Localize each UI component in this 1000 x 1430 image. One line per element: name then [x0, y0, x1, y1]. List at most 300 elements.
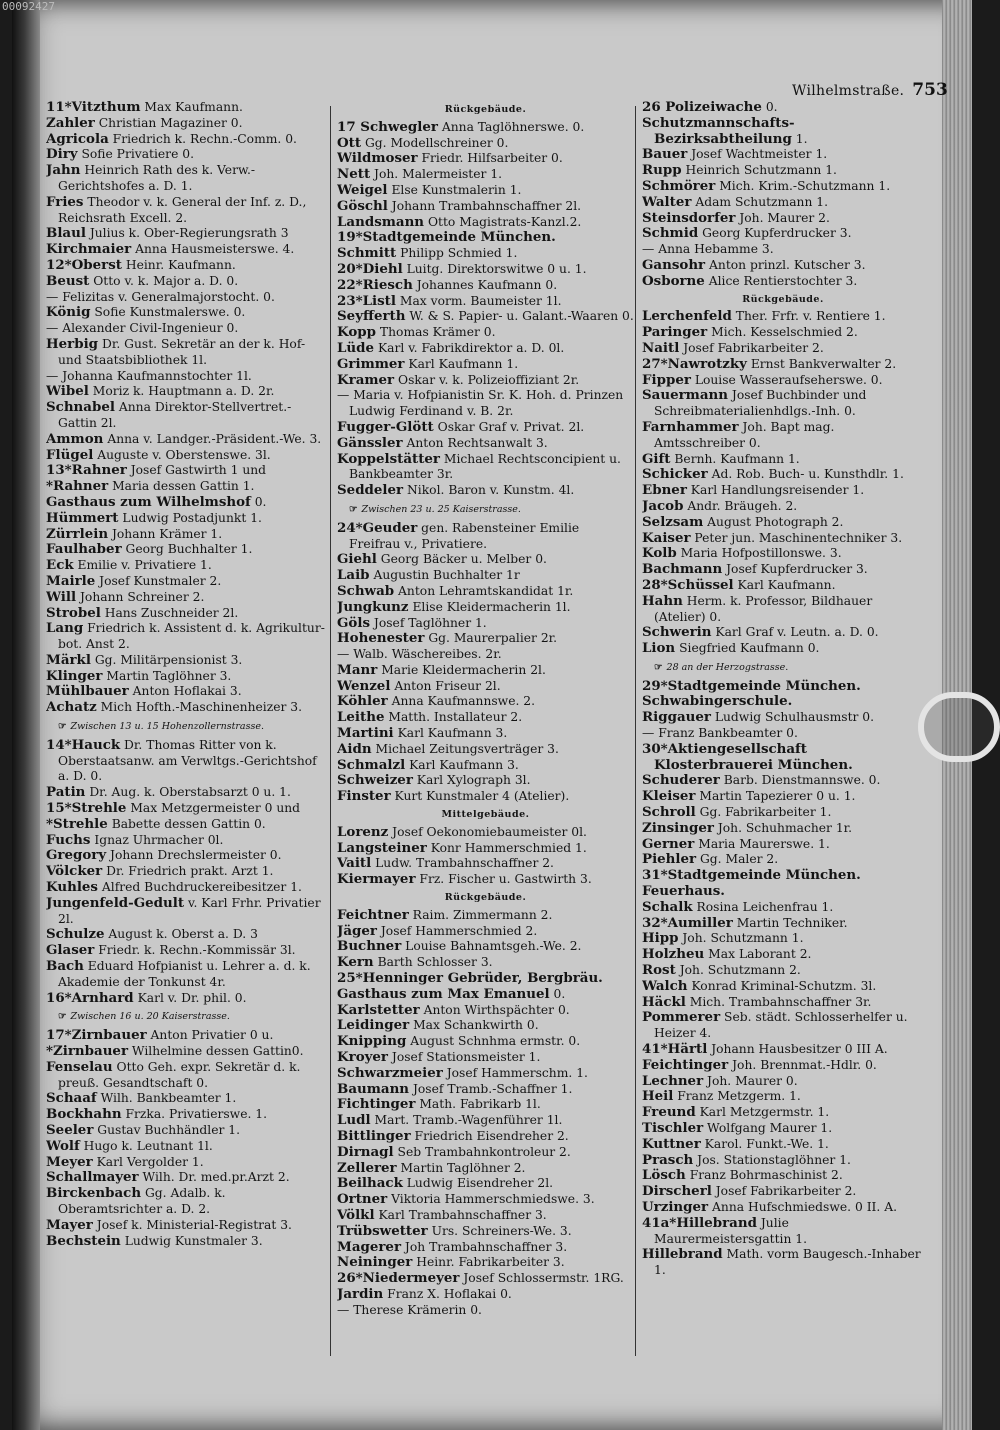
resident-details: August Photograph 2.: [703, 514, 844, 529]
pointing-hand-icon: ☞: [58, 721, 67, 733]
street-name: Wilhelmstraße.: [792, 83, 905, 99]
resident-details: Heinr. Kaufmann.: [121, 257, 236, 272]
directory-entry: [337, 230, 634, 246]
resident-name: Jahn: [46, 162, 81, 179]
directory-entry: [337, 341, 634, 357]
directory-entry: [642, 420, 924, 452]
resident-details: Gg. Fabrikarbeiter 1.: [695, 805, 832, 820]
resident-details: Johannes Kaufmann 0.: [412, 277, 558, 292]
directory-entry: [46, 669, 330, 685]
resident-name: Schmörer: [642, 177, 716, 194]
resident-details: Franz Metzgerm. 1.: [673, 1089, 801, 1104]
resident-name: Heil: [642, 1088, 674, 1105]
directory-entry: [337, 939, 634, 955]
directory-entry: [46, 848, 330, 864]
resident-name: Giehl: [337, 551, 377, 568]
resident-details: Else Kunstmalerin 1.: [387, 182, 522, 197]
resident-name: Leithe: [337, 709, 385, 726]
directory-entry: [337, 1018, 634, 1034]
directory-entry: [642, 195, 924, 211]
resident-details: Joh. Schuhmacher 1r.: [713, 820, 853, 835]
resident-name: Prasch: [642, 1151, 694, 1168]
directory-entry: [642, 341, 924, 357]
directory-entry: [642, 884, 924, 900]
resident-name: Dirscherl: [642, 1183, 712, 1200]
directory-entry: [337, 1113, 634, 1129]
resident-details: Johann Schreiner 2.: [76, 589, 205, 604]
resident-name: 22*Riesch: [337, 276, 413, 293]
resident-details: Maria dessen Gattin 1.: [108, 479, 255, 494]
directory-entry: [337, 758, 634, 774]
directory-entry: [46, 1139, 330, 1155]
resident-name: 27*Nawrotzky: [642, 355, 747, 372]
directory-entry: [337, 420, 634, 436]
resident-details: — Johanna Kaufmannstochter 1l.: [46, 368, 252, 383]
directory-entry: [337, 309, 634, 325]
resident-details: Luitg. Direktorswitwe 0 u. 1.: [402, 261, 587, 276]
directory-entry: [337, 1145, 634, 1161]
resident-details: Anton Rechtsanwalt 3.: [402, 435, 548, 450]
resident-name: Zellerer: [337, 1159, 397, 1176]
resident-name: Jäger: [337, 922, 377, 939]
resident-details: Josef Schlossermstr. 1RG.: [459, 1271, 624, 1286]
directory-entry: [642, 726, 924, 742]
directory-entry: [46, 1218, 330, 1234]
resident-name: 30*Aktiengesellschaft Klosterbrauerei München.: [642, 740, 853, 773]
resident-name: 12*Oberst: [46, 256, 122, 273]
directory-entry: [642, 325, 924, 341]
resident-details: Karol. Funkt.-We. 1.: [700, 1136, 829, 1151]
resident-name: Feichtner: [337, 906, 409, 923]
resident-name: Lösch: [642, 1167, 686, 1184]
column-1: [46, 100, 330, 1360]
resident-details: Anton Privatier 0 u.: [146, 1028, 274, 1043]
resident-name: *Zirnbauer: [46, 1043, 129, 1060]
directory-entry: [337, 710, 634, 726]
directory-entry: [337, 841, 634, 857]
resident-details: Franz Bohrmaschinist 2.: [685, 1168, 843, 1183]
resident-details: Viktoria Hammerschmiedswe. 3.: [387, 1192, 595, 1207]
resident-details: Anton Lehramtskandidat 1r.: [394, 583, 574, 598]
resident-name: Göschl: [337, 197, 388, 214]
resident-details: Joh. Schutzmann 2.: [675, 963, 801, 978]
resident-name: Schulze: [46, 926, 105, 943]
directory-entry: [337, 924, 634, 940]
resident-details: Max Schankwirth 0.: [409, 1018, 539, 1033]
directory-entry: [46, 511, 330, 527]
resident-details: Gg. Militärpensionist 3.: [90, 652, 243, 667]
resident-name: Bittlinger: [337, 1128, 411, 1144]
resident-name: Wenzel: [337, 677, 391, 694]
directory-entry: [337, 1082, 634, 1098]
resident-details: Karl Vergolder 1.: [92, 1154, 204, 1169]
resident-details: Frz. Fischer u. Gastwirth 3.: [415, 872, 592, 887]
directory-entry: [642, 1105, 924, 1121]
resident-details: Sofie Privatiere 0.: [77, 147, 194, 162]
resident-details: Ad. Rob. Buch- u. Kunsthdlr. 1.: [707, 467, 904, 482]
resident-name: Walter: [642, 193, 692, 210]
directory-entry: [46, 400, 330, 432]
resident-name: Schweizer: [337, 772, 413, 789]
directory-entry: [642, 515, 924, 531]
resident-name: 23*Listl: [337, 292, 396, 309]
resident-details: Johann Hausbesitzer 0 III A.: [707, 1042, 888, 1057]
directory-entry: [46, 1155, 330, 1171]
directory-entry: [46, 1170, 330, 1186]
resident-details: Josef Wachtmeister 1.: [687, 147, 828, 162]
resident-name: Knipping: [337, 1033, 407, 1050]
scan-id: 00092427: [2, 0, 55, 13]
resident-details: Julie Maurermeistersgattin 1.: [654, 1215, 808, 1246]
resident-details: Karl Xylograph 3l.: [412, 773, 531, 788]
resident-details: Julius k. Ober-Regierungsrath 3: [85, 226, 289, 241]
resident-name: Kopp: [337, 324, 377, 341]
directory-entry: [337, 1034, 634, 1050]
directory-entry: [46, 290, 330, 306]
resident-details: Mich. Krim.-Schutzmann 1.: [715, 178, 891, 193]
resident-details: Georg Kupferdrucker 3.: [698, 226, 852, 241]
directory-entry: [337, 1255, 634, 1271]
directory-entry: [642, 868, 924, 884]
resident-name: Manr: [337, 661, 378, 678]
directory-entry: [337, 215, 634, 231]
directory-entry: [46, 258, 330, 274]
resident-name: Hümmert: [46, 509, 119, 526]
resident-name: Herbig: [46, 335, 99, 352]
directory-entry: [337, 199, 634, 215]
resident-name: Osborne: [642, 272, 705, 289]
resident-details: Karl Handlungsreisender 1.: [686, 483, 865, 498]
resident-name: Fichtinger: [337, 1096, 416, 1113]
resident-details: Josef Stationsmeister 1.: [387, 1050, 541, 1065]
directory-entry: [642, 594, 924, 626]
directory-entry: [337, 151, 634, 167]
resident-details: Joh. Bapt mag. Amtsschreiber 0.: [654, 419, 835, 450]
directory-entry: [46, 621, 330, 653]
directory-entry: [46, 1028, 330, 1044]
resident-details: Friedr. Hilfsarbeiter 0.: [417, 151, 563, 166]
directory-entry: [337, 1129, 634, 1145]
resident-details: Rosina Leichenfrau 1.: [692, 899, 834, 914]
resident-details: Anton Hoflakai 3.: [128, 684, 242, 699]
resident-name: Lion: [642, 640, 676, 657]
directory-entry: [337, 452, 634, 484]
directory-entry: [642, 995, 924, 1011]
resident-name: 17*Zirnbauer: [46, 1027, 147, 1044]
directory-entry: [337, 600, 634, 616]
resident-details: Math. Fabrikarb 1l.: [415, 1097, 541, 1112]
directory-entry: [337, 388, 634, 420]
directory-entry: [337, 1240, 634, 1256]
resident-details: Ignaz Uhrmacher 0l.: [90, 832, 224, 847]
directory-entry: [642, 1200, 924, 1216]
column-rule: [330, 106, 331, 1356]
resident-name: Meyer: [46, 1153, 93, 1170]
directory-entry: [337, 584, 634, 600]
resident-name: Schmid: [642, 225, 699, 242]
pointing-hand-icon: ☞: [58, 1011, 67, 1023]
directory-entry: [46, 833, 330, 849]
resident-details: Moriz k. Hauptmann a. D. 2r.: [88, 384, 275, 399]
directory-entry: [46, 527, 330, 543]
resident-name: Kuttner: [642, 1135, 701, 1152]
directory-entry: [46, 1044, 330, 1060]
directory-entry: [337, 694, 634, 710]
resident-name: Sauermann: [642, 387, 728, 404]
directory-entry: [337, 872, 634, 888]
resident-details: Ludwig Postadjunkt 1.: [118, 510, 262, 525]
directory-entry: [337, 955, 634, 971]
column-rule: [635, 106, 636, 1356]
resident-details: Seb Trambahnkontroleur 2.: [393, 1144, 571, 1159]
resident-details: Dr. Friedrich prakt. Arzt 1.: [102, 864, 274, 879]
directory-entry: [46, 495, 330, 511]
resident-details: Mich. Trambahnschaffner 3r.: [685, 994, 872, 1009]
directory-entry: [337, 1003, 634, 1019]
resident-details: Maria Hofpostillonswe. 3.: [676, 546, 842, 561]
resident-name: Selzsam: [642, 513, 704, 530]
resident-details: Theodor v. k. General der Inf. z. D., Reichsrath Excell. 2.: [58, 194, 307, 225]
resident-name: Schaaf: [46, 1090, 97, 1107]
resident-details: Eduard Hofpianist u. Lehrer a. d. k. Akademie der Tonkunst 4r.: [58, 959, 311, 989]
directory-entry: [46, 896, 330, 928]
resident-name: 25*Henninger Gebrüder, Bergbräu.: [337, 970, 603, 987]
directory-entry: [46, 1234, 330, 1250]
resident-details: — Walb. Wäschereibes. 2r.: [337, 647, 502, 662]
resident-name: Laib: [337, 567, 370, 584]
resident-name: 41a*Hillebrand: [642, 1214, 757, 1231]
resident-name: Farnhammer: [642, 418, 739, 435]
directory-entry: [337, 136, 634, 152]
resident-details: Seb. städt. Schlosserhelfer u. Heizer 4.: [654, 1010, 908, 1041]
column-3: [642, 100, 924, 1360]
resident-name: Fugger-Glött: [337, 418, 434, 435]
directory-entry: [642, 821, 924, 837]
resident-name: Fenselau: [46, 1058, 113, 1075]
resident-details: Ther. Frfr. v. Rentiere 1.: [731, 309, 886, 324]
directory-entry: [337, 1303, 634, 1319]
resident-name: 26 Polizeiwache: [642, 100, 762, 115]
resident-details: Gustav Buchhändler 1.: [93, 1123, 241, 1137]
resident-details: Sofie Kunstmalerswe. 0.: [90, 305, 246, 320]
directory-entry: [642, 483, 924, 499]
resident-name: Tischler: [642, 1120, 704, 1136]
resident-details: Peter jun. Maschinentechniker 3.: [690, 530, 903, 545]
directory-entry: [46, 653, 330, 669]
directory-entry: [46, 116, 330, 132]
resident-name: Kaiser: [642, 529, 691, 546]
resident-name: Blaul: [46, 225, 86, 242]
resident-name: Wildmoser: [337, 150, 418, 167]
resident-details: Dr. Gust. Sekretär an der k. Hof- und Staatsbibliothek 1l.: [58, 336, 306, 367]
resident-details: Christian Magaziner 0.: [94, 115, 243, 130]
note-text: Zwischen 23 u. 25 Kaiserstrasse.: [361, 503, 521, 515]
resident-name: Schalk: [642, 898, 693, 915]
resident-details: Franz X. Hoflakai 0.: [383, 1286, 512, 1301]
resident-details: Thomas Krämer 0.: [376, 325, 496, 340]
resident-name: Freund: [642, 1104, 696, 1121]
directory-entry: [642, 1089, 924, 1105]
resident-details: Emilie v. Privatiere 1.: [73, 558, 212, 573]
directory-entry: [642, 742, 924, 774]
directory-entry: [642, 546, 924, 562]
resident-details: Babette dessen Gattin 0.: [107, 816, 266, 831]
resident-details: Georg Bäcker u. Melber 0.: [376, 552, 547, 567]
resident-details: Ludwig Schulhausmstr 0.: [710, 710, 875, 725]
resident-details: Heinrich Rath des k. Verw.-Gerichtshofes a. D. 1.: [58, 163, 256, 193]
resident-details: Konr Hammerschmied 1.: [426, 840, 587, 855]
resident-details: Urs. Schreiners-We. 3.: [427, 1223, 572, 1238]
resident-details: Dr. Aug. k. Oberstabsarzt 0 u. 1.: [85, 785, 291, 800]
resident-name: Lang: [46, 620, 84, 637]
resident-name: Ebner: [642, 482, 687, 499]
resident-details: Oskar v. k. Polizeioffiziant 2r.: [394, 372, 580, 387]
resident-details: Raim. Zimmermann 2.: [408, 907, 553, 922]
resident-name: Seeler: [46, 1122, 94, 1138]
directory-entry: [46, 337, 330, 369]
directory-entry: [46, 321, 330, 337]
directory-entry: [642, 147, 924, 163]
section-heading: Rückgebäude.: [444, 892, 527, 904]
directory-entry: [642, 578, 924, 594]
resident-details: Ludwig Eisendreher 2l.: [402, 1176, 554, 1191]
resident-name: Urzinger: [642, 1198, 709, 1215]
resident-name: Lerchenfeld: [642, 308, 732, 325]
directory-entry: [337, 1224, 634, 1240]
directory-entry: [337, 1066, 634, 1082]
resident-name: Zinsinger: [642, 819, 714, 836]
directory-entry: [337, 483, 634, 499]
directory-entry: [642, 1153, 924, 1169]
directory-entry: [46, 542, 330, 558]
directory-entry: [642, 242, 924, 258]
resident-details: Karl Kaufmann.: [733, 577, 836, 592]
resident-name: Glaser: [46, 942, 95, 959]
resident-name: 41*Härtl: [642, 1041, 708, 1058]
cross-street-note: [58, 1009, 330, 1025]
resident-details: Joh. Maurer 2.: [735, 210, 830, 225]
resident-details: Frzka. Privatierswe. 1.: [121, 1107, 268, 1122]
directory-entry: [642, 211, 924, 227]
resident-name: Schwab: [337, 582, 395, 599]
resident-name: Vaitl: [337, 855, 372, 872]
directory-entry: [46, 463, 330, 479]
resident-name: Schicker: [642, 466, 708, 483]
resident-details: Gg. Maler 2.: [696, 852, 779, 867]
resident-details: Nikol. Baron v. Kunstm. 4l.: [403, 483, 575, 498]
resident-details: 0.: [549, 986, 566, 1001]
resident-details: Martin Taglöhner 2.: [396, 1160, 526, 1175]
resident-name: Wibel: [46, 383, 89, 400]
resident-name: *Rahner: [46, 478, 109, 495]
resident-name: Ammon: [46, 430, 104, 447]
resident-details: Otto Geh. expr. Sekretär d. k. preuß. Gesandtschaft 0.: [58, 1059, 301, 1090]
directory-entry: [46, 1123, 330, 1139]
resident-details: Anna Kaufmannswe. 2.: [387, 694, 536, 709]
directory-entry: [642, 931, 924, 947]
directory-entry: [642, 947, 924, 963]
resident-name: Mayer: [46, 1216, 93, 1233]
page-number: 753: [912, 80, 948, 100]
resident-details: Josef Oekonomiebaumeister 0l.: [388, 824, 587, 839]
resident-details: Josef Gastwirth 1 und: [126, 463, 267, 478]
resident-name: Bechstein: [46, 1232, 121, 1249]
resident-name: Rupp: [642, 162, 682, 179]
directory-entry: [337, 1176, 634, 1192]
resident-details: Karl v. Fabrikdirektor a. D. 0l.: [374, 340, 565, 355]
resident-name: Riggauer: [642, 709, 711, 726]
resident-name: Schroll: [642, 804, 696, 821]
directory-entry: [46, 684, 330, 700]
resident-details: Josef Kupferdrucker 3.: [722, 562, 868, 577]
cross-street-note: [58, 719, 330, 735]
directory-entry: [337, 1097, 634, 1113]
directory-entry: [642, 773, 924, 789]
resident-details: Karl Metzgermstr. 1.: [695, 1105, 830, 1120]
resident-name: 31*Stadtgemeinde München.: [642, 867, 861, 884]
resident-name: Gänssler: [337, 434, 403, 451]
resident-details: 0.: [250, 494, 267, 509]
directory-entry: [46, 369, 330, 385]
directory-entry: [642, 1168, 924, 1184]
directory-entry: [46, 274, 330, 290]
resident-details: — Felizitas v. Generalmajorstocht. 0.: [46, 289, 275, 304]
resident-name: Kramer: [337, 371, 395, 388]
resident-details: Augustin Buchhalter 1r: [369, 568, 520, 583]
resident-name: Ortner: [337, 1191, 388, 1208]
resident-details: Anna Hufschmiedswe. 0 II. A.: [708, 1199, 898, 1214]
resident-name: Rost: [642, 962, 676, 979]
resident-details: Wolfgang Maurer 1.: [703, 1121, 833, 1135]
directory-entry: [337, 120, 634, 136]
resident-details: Friedrich Eisendreher 2.: [410, 1129, 569, 1143]
directory-entry: [46, 147, 330, 163]
resident-name: Kroyer: [337, 1049, 388, 1066]
resident-details: Gg. Maurerpalier 2r.: [424, 631, 558, 646]
directory-entry: [642, 309, 924, 325]
resident-name: Jacob: [642, 497, 684, 514]
resident-details: Anna Hausmeisterswe. 4.: [131, 242, 295, 257]
resident-details: Heinr. Fabrikarbeiter 3.: [412, 1255, 565, 1270]
resident-details: Jos. Stationstaglöhner 1.: [693, 1152, 851, 1167]
resident-details: Louise Wasseraufseherswe. 0.: [690, 372, 883, 387]
resident-details: Maria Maurerswe. 1.: [694, 836, 830, 851]
directory-entry: [46, 432, 330, 448]
directory-entry: [337, 1287, 634, 1303]
resident-details: Bernh. Kaufmann 1.: [670, 451, 800, 466]
resident-details: Gg. Adalb. k. Oberamtsrichter a. D. 2.: [58, 1186, 226, 1216]
directory-entry: [642, 100, 924, 116]
directory-entry: [46, 305, 330, 321]
directory-entry: [337, 325, 634, 341]
column-2: [337, 100, 634, 1360]
book-gutter: [12, 0, 40, 1430]
directory-entry: [46, 880, 330, 896]
directory-entry: [642, 116, 924, 148]
resident-details: Konrad Kriminal-Schutzm. 3l.: [687, 978, 877, 993]
directory-entry: [46, 479, 330, 495]
resident-details: Joh Trambahnschaffner 3.: [401, 1239, 568, 1254]
resident-details: gen. Rabensteiner Emilie Freifrau v., Privatiere.: [349, 520, 580, 551]
directory-entry: [337, 631, 634, 647]
resident-name: Finster: [337, 788, 391, 805]
resident-name: Dirnagl: [337, 1143, 394, 1160]
resident-name: Schuderer: [642, 772, 720, 789]
resident-details: Anton prinzl. Kutscher 3.: [705, 257, 866, 272]
directory-entry: [337, 1161, 634, 1177]
resident-details: Otto Magistrats-Kanzl.2.: [424, 214, 582, 229]
resident-details: — Franz Bankbeamter 0.: [642, 726, 798, 741]
